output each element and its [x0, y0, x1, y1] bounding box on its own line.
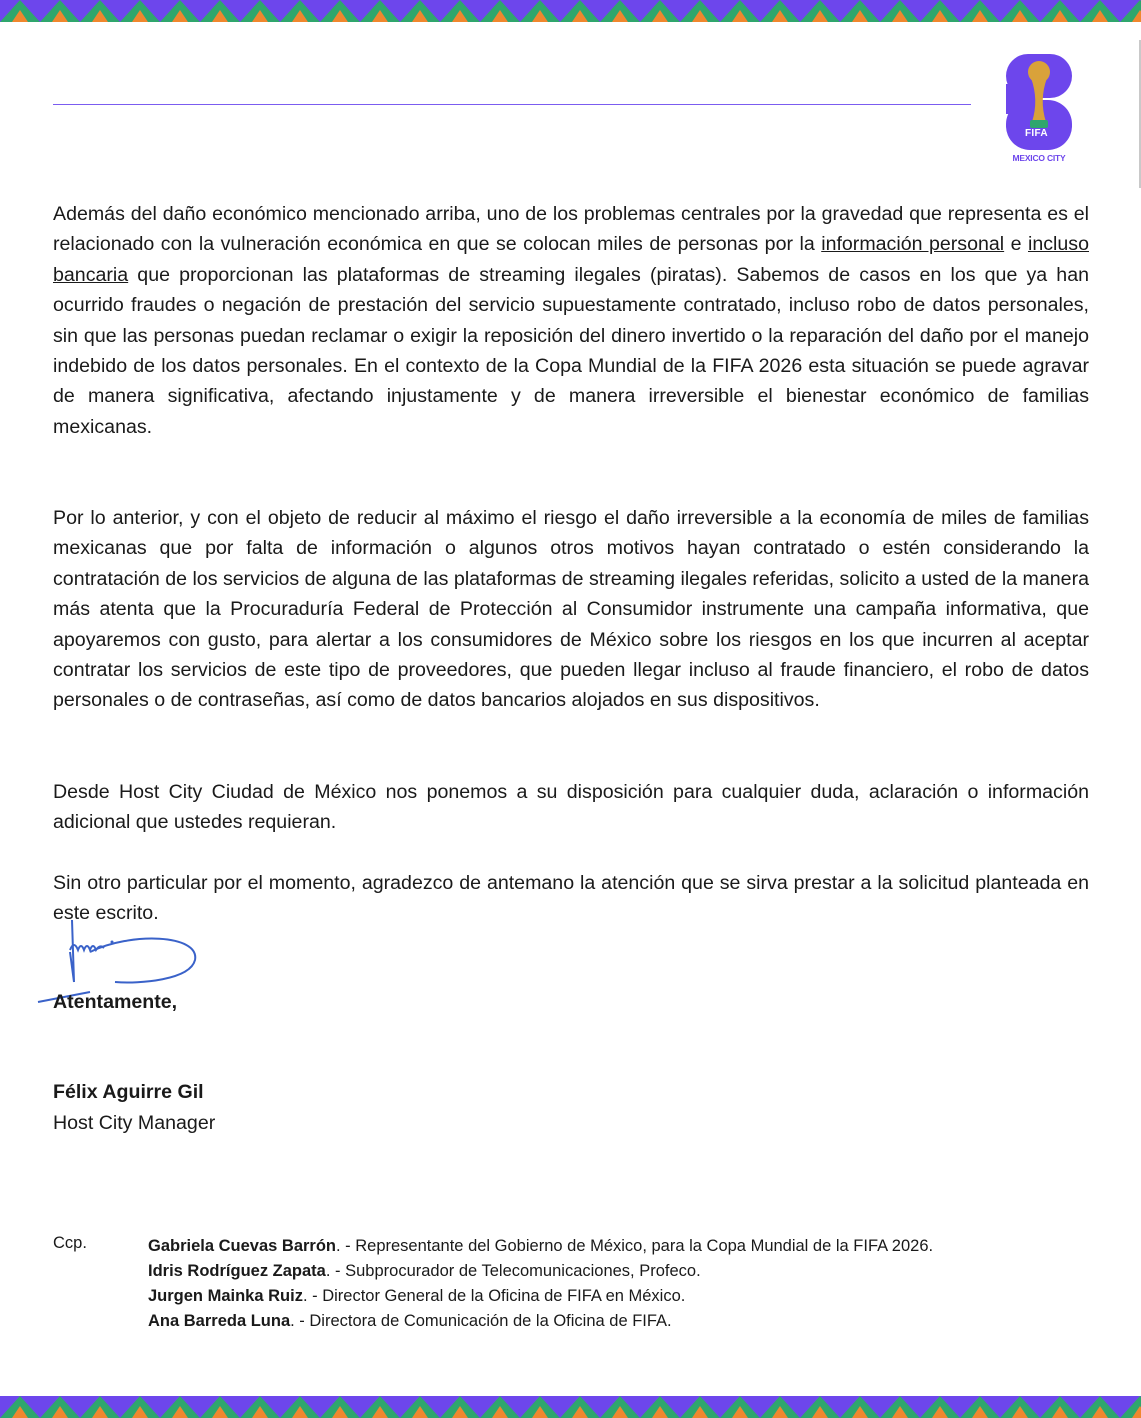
- signer-name: Félix Aguirre Gil: [53, 1081, 204, 1103]
- ccp-recipient-role: . - Directora de Comunicación de la Oficina de FIFA.: [290, 1312, 672, 1330]
- top-border-pattern: [0, 0, 1141, 22]
- p1-text-start: Además del daño económico mencionado arriba, uno de los problemas centrales por la gravedad que representa es el relacionado con la vulneración económica en que se colocan miles de personas por la: [53, 203, 1089, 256]
- bottom-decorative-border: [0, 1396, 1141, 1418]
- ccp-recipient-role: . - Subprocurador de Telecomunicaciones, Profeco.: [325, 1262, 701, 1280]
- closing-salutation: Atentamente,: [53, 991, 178, 1013]
- p1-text-end: que proporcionan las plataformas de streaming ilegales (piratas). Sabemos de casos en los que ya han ocurrido fraudes o negación de prestación del servicio supuestamente contratado, incluso robo de datos personales, sin que las personas puedan reclamar o exigir la reposición del dinero invertido o la reparación del daño por el manejo indebido de los datos personales. En el contexto de la Copa Mundial de la FIFA 2026 esta situación se puede agravar de manera significativa, afectando injustamente y de manera irreversible el bienestar económico de familias mexicanas.: [53, 263, 1089, 438]
- top-decorative-border: [0, 0, 1141, 22]
- underlined-personal-info: información personal: [821, 233, 1005, 256]
- ccp-recipient-name: Ana Barreda Luna: [148, 1312, 291, 1330]
- header-rule: [53, 104, 971, 105]
- ccp-label: Ccp.: [53, 1234, 87, 1252]
- ccp-recipient-role: . - Representante del Gobierno de México, para la Copa Mundial de la FIFA 2026.: [336, 1237, 934, 1255]
- fifa-2026-logo: [998, 50, 1080, 168]
- ccp-recipient: [148, 1259, 933, 1284]
- body-paragraph-3: Desde Host City Ciudad de México nos ponemos a su disposición para cualquier duda, aclaración o información adicional que ustedes requieran.: [53, 781, 1089, 834]
- body-paragraph-2: Por lo anterior, y con el objeto de reducir al máximo el riesgo el daño irreversible a la economía de miles de familias mexicanas que por falta de información o algunos otros motivos hayan contratado o estén considerando la contratación de los servicios de alguna de las plataformas de streaming ilegales referidas, solicito a usted de la manera más atenta que la Procuraduría Federal de Protección al Consumidor instrumente una campaña informativa, que apoyaremos con gusto, para alertar a los consumidores de México sobre los riesgos en los que incurren al aceptar contratar los servicios de este tipo de proveedores, que pueden llegar incluso al fraude financiero, el robo de datos personales o de contraseñas, así como de datos bancarios alojados en sus dispositivos.: [53, 507, 1089, 712]
- ccp-recipient-name: Idris Rodríguez Zapata: [148, 1262, 326, 1280]
- ccp-recipient-name: Gabriela Cuevas Barrón: [148, 1237, 336, 1255]
- ccp-recipient-role: . - Director General de la Oficina de FIFA en México.: [302, 1287, 686, 1305]
- ccp-recipient: [148, 1309, 933, 1334]
- underlined-banking-info: incluso bancaria: [53, 233, 1089, 286]
- logo-fifa-text: FIFA: [1025, 128, 1048, 139]
- signer-role: Host City Manager: [53, 1112, 216, 1134]
- p1-text-mid: e: [1004, 233, 1028, 256]
- logo-city-text: MEXICO CITY: [1012, 153, 1066, 163]
- body-paragraph-1: [53, 199, 1089, 442]
- ccp-recipient: [148, 1234, 933, 1259]
- ccp-recipient: [148, 1284, 933, 1309]
- ccp-recipient-name: Jurgen Mainka Ruiz: [148, 1287, 303, 1305]
- bottom-border-pattern: [0, 1396, 1141, 1418]
- body-paragraph-4: Sin otro particular por el momento, agradezco de antemano la atención que se sirva prestar a la solicitud planteada en este escrito.: [53, 872, 1089, 925]
- ccp-recipient-list: [148, 1234, 933, 1334]
